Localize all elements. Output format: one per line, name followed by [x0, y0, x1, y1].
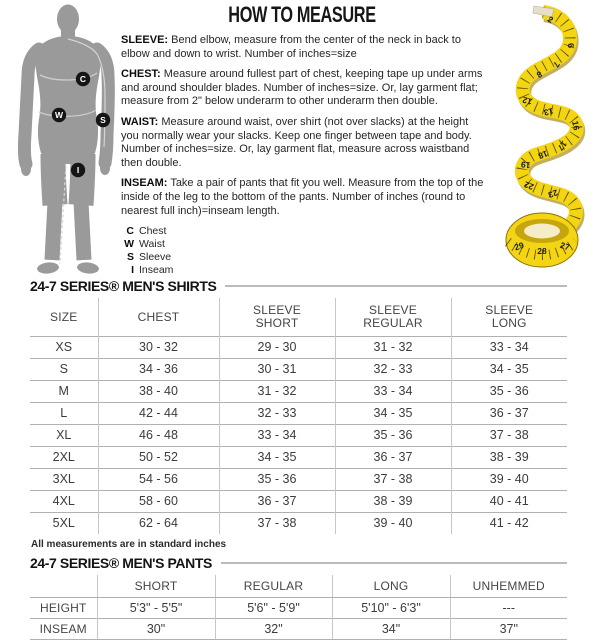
page-title: HOW TO MEASURE: [228, 2, 376, 27]
legend-item-sleeve: [121, 251, 485, 264]
row-header: HEIGHT: [30, 597, 97, 618]
table-cell: 36 - 37: [219, 490, 335, 512]
chest-instruction-text: Measure around fullest part of chest, keeping tape up under arms and around shoulder blades. Number of inches=size. Or, lay garment flat; measure from 2" below underarm to other underarm then double.: [121, 68, 483, 108]
table-cell: 30 - 31: [219, 358, 335, 380]
legend-item-chest: [121, 225, 485, 238]
table-cell: M: [30, 380, 98, 402]
table-cell: 5'3" - 5'5": [97, 597, 215, 618]
tape-measure-image: [486, 2, 598, 274]
table-row: [30, 446, 567, 468]
table-cell: 39 - 40: [335, 512, 451, 534]
table-cell: 5'10" - 6'3": [332, 597, 450, 618]
horizontal-rule: [221, 562, 567, 564]
tape-number: 18: [536, 148, 550, 162]
pants-section-title: 24-7 SERIES® MEN'S PANTS: [30, 555, 212, 571]
column-header: [30, 575, 97, 597]
table-cell: 34 - 35: [451, 358, 567, 380]
table-cell: 46 - 48: [98, 424, 219, 446]
table-cell: 2XL: [30, 446, 98, 468]
table-cell: XS: [30, 336, 98, 358]
column-header: SLEEVE SHORT: [219, 298, 335, 336]
sleeve-marker: [96, 113, 110, 127]
table-cell: 4XL: [30, 490, 98, 512]
table-cell: 35 - 36: [219, 468, 335, 490]
chest-instruction: [121, 68, 485, 109]
tape-number: 6: [565, 42, 577, 49]
tape-number: 17: [555, 139, 570, 153]
sleeve-instruction-text: Bend elbow, measure from the center of the neck in back to elbow and down to wrist. Number of inches=size: [121, 34, 461, 60]
inseam-instruction: [121, 177, 485, 218]
sleeve-instruction-label: SLEEVE:: [121, 34, 169, 46]
table-row: [30, 336, 567, 358]
table-cell: 35 - 36: [335, 424, 451, 446]
inseam-marker-letter: I: [76, 165, 80, 175]
tape-number: 28: [537, 246, 547, 256]
waist-instruction: [121, 116, 485, 170]
column-header: SHORT: [97, 575, 215, 597]
table-cell: 34 - 35: [335, 402, 451, 424]
table-cell: 33 - 34: [451, 336, 567, 358]
chest-marker: [76, 72, 90, 86]
column-header: REGULAR: [215, 575, 332, 597]
row-header: INSEAM: [30, 618, 97, 639]
table-cell: 37 - 38: [451, 424, 567, 446]
table-cell: 5XL: [30, 512, 98, 534]
inseam-instruction-label: INSEAM:: [121, 177, 168, 190]
table-row: [30, 380, 567, 402]
body-silhouette: [21, 5, 110, 275]
tape-number: 27: [558, 239, 571, 253]
legend-key: I: [131, 264, 134, 277]
table-cell: L: [30, 402, 98, 424]
table-cell: 37 - 38: [219, 512, 335, 534]
table-cell: 32 - 33: [335, 358, 451, 380]
pants-size-table: [30, 575, 567, 640]
inseam-marker: [71, 163, 85, 177]
table-cell: 36 - 37: [451, 402, 567, 424]
sleeve-marker-letter: S: [100, 115, 106, 125]
table-row: [30, 402, 567, 424]
marker-legend: [121, 225, 485, 277]
table-row: [30, 490, 567, 512]
table-header-row: [30, 298, 567, 336]
table-cell: 30 - 32: [98, 336, 219, 358]
table-row: [30, 424, 567, 446]
shirts-section-title: 24-7 SERIES® MEN'S SHIRTS: [30, 278, 217, 294]
table-cell: 29 - 30: [219, 336, 335, 358]
table-cell: 35 - 36: [451, 380, 567, 402]
table-cell: 62 - 64: [98, 512, 219, 534]
measurements-footnote: All measurements are in standard inches: [31, 539, 227, 550]
chest-instruction-label: CHEST:: [121, 68, 161, 81]
tape-coil: [506, 213, 578, 267]
table-cell: 41 - 42: [451, 512, 567, 534]
table-row: [30, 618, 567, 639]
table-row: [30, 512, 567, 534]
tape-number: 2: [545, 13, 556, 25]
table-cell: 50 - 52: [98, 446, 219, 468]
tape-number: 13: [542, 106, 555, 118]
column-header: SLEEVE LONG: [451, 298, 567, 336]
column-header: SLEEVE REGULAR: [335, 298, 451, 336]
column-header: UNHEMMED: [450, 575, 567, 597]
table-cell: 42 - 44: [98, 402, 219, 424]
table-cell: 33 - 34: [219, 424, 335, 446]
table-cell: S: [30, 358, 98, 380]
waist-instruction-text: Measure around waist, over shirt (not over slacks) at the height you normally wear your slacks. Keep one finger between tape and body. Number of inches=size. Or, lay garment flat, measure across waistband then double.: [121, 115, 472, 169]
table-cell: 34": [332, 618, 450, 639]
table-header-row: [30, 575, 567, 597]
shirts-section: [30, 278, 567, 550]
sleeve-instruction: [121, 34, 485, 61]
legend-key: S: [126, 251, 134, 264]
table-cell: 40 - 41: [451, 490, 567, 512]
legend-key: C: [126, 225, 134, 238]
legend-item-inseam: [121, 264, 485, 277]
legend-item-waist: [121, 238, 485, 251]
table-cell: 30": [97, 618, 215, 639]
inseam-instruction-text: Take a pair of pants that fit you well. Measure from the top of the inside of the leg to the bottom of the pants. Number of inches (round to nearest full inch)=inseam length.: [121, 177, 484, 217]
table-cell: 38 - 40: [98, 380, 219, 402]
table-row: [30, 468, 567, 490]
table-cell: 31 - 32: [219, 380, 335, 402]
legend-label: Chest: [139, 225, 167, 238]
pants-section-header: [30, 555, 567, 571]
table-cell: 38 - 39: [335, 490, 451, 512]
tape-number: 29: [513, 239, 526, 253]
legend-label: Sleeve: [139, 251, 172, 264]
table-cell: 39 - 40: [451, 468, 567, 490]
table-cell: 32 - 33: [219, 402, 335, 424]
table-cell: 3XL: [30, 468, 98, 490]
tape-number: 22: [522, 179, 536, 193]
legend-key: W: [124, 238, 134, 251]
waist-marker-letter: W: [54, 110, 64, 120]
chest-marker-letter: C: [79, 74, 87, 84]
tape-number: 7: [551, 59, 563, 70]
horizontal-rule: [225, 285, 567, 287]
table-cell: 34 - 35: [219, 446, 335, 468]
table-cell: 54 - 56: [98, 468, 219, 490]
table-cell: 36 - 37: [335, 446, 451, 468]
waist-marker: [52, 108, 66, 122]
table-row: [30, 597, 567, 618]
tape-number: 19: [520, 159, 531, 171]
column-header: SIZE: [50, 309, 78, 324]
table-cell: 58 - 60: [98, 490, 219, 512]
legend-label: Inseam: [139, 264, 174, 277]
column-header: LONG: [332, 575, 450, 597]
column-header: CHEST: [98, 298, 219, 336]
table-cell: 31 - 32: [335, 336, 451, 358]
howto-text-column: [119, 1, 485, 277]
shirts-section-header: [30, 278, 567, 294]
shirts-size-table: [30, 298, 567, 534]
tape-number: 12: [521, 94, 534, 107]
legend-label: Waist: [139, 238, 165, 251]
body-measurement-diagram: [2, 2, 117, 282]
table-cell: 32": [215, 618, 332, 639]
table-cell: 37": [450, 618, 567, 639]
table-cell: 33 - 34: [335, 380, 451, 402]
table-cell: 5'6" - 5'9": [215, 597, 332, 618]
pants-section: [30, 555, 567, 640]
tape-number: 23: [546, 187, 560, 201]
table-cell: ---: [450, 597, 567, 618]
table-cell: 38 - 39: [451, 446, 567, 468]
table-row: [30, 358, 567, 380]
tape-number: 8: [534, 69, 544, 81]
table-cell: XL: [30, 424, 98, 446]
table-cell: 34 - 36: [98, 358, 219, 380]
waist-instruction-label: WAIST:: [121, 115, 159, 128]
table-cell: 37 - 38: [335, 468, 451, 490]
tape-number: 16: [570, 119, 582, 132]
